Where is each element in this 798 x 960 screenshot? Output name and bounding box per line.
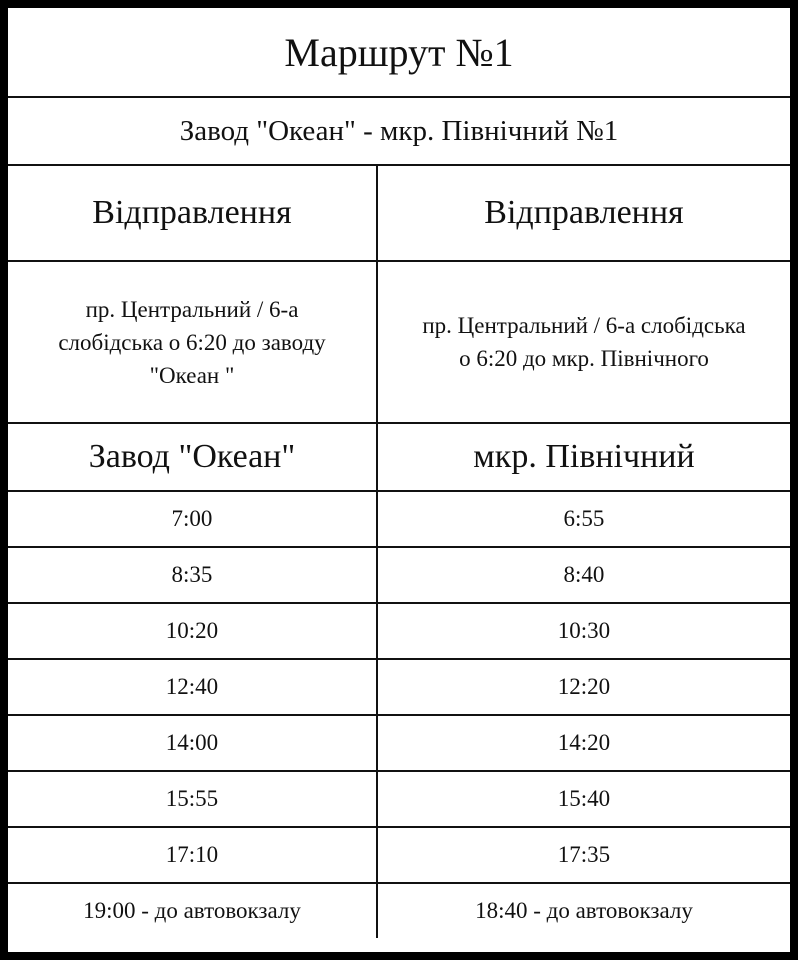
time-row bbox=[8, 715, 790, 771]
time-row bbox=[8, 883, 790, 938]
departure-label-right: Відправлення bbox=[377, 165, 790, 261]
time-row bbox=[8, 547, 790, 603]
description-line: "Океан " bbox=[149, 362, 235, 388]
time-cell-left: 12:40 bbox=[8, 659, 377, 715]
departure-header-row bbox=[8, 165, 790, 261]
route-subtitle: Завод "Океан" - мкр. Північний №1 bbox=[8, 97, 790, 165]
time-cell-right: 12:20 bbox=[377, 659, 790, 715]
time-cell-left: 14:00 bbox=[8, 715, 377, 771]
time-cell-right: 14:20 bbox=[377, 715, 790, 771]
description-line: о 6:20 до мкр. Північного bbox=[459, 346, 709, 371]
route-title: Маршрут №1 bbox=[8, 8, 790, 97]
schedule-table bbox=[8, 8, 790, 938]
stop-name-right: мкр. Північний bbox=[377, 423, 790, 491]
schedule-sheet bbox=[8, 8, 790, 952]
time-cell-left: 8:35 bbox=[8, 547, 377, 603]
time-row bbox=[8, 603, 790, 659]
time-cell-right: 15:40 bbox=[377, 771, 790, 827]
time-cell-right: 17:35 bbox=[377, 827, 790, 883]
departure-description-left bbox=[8, 261, 377, 423]
time-row bbox=[8, 491, 790, 547]
departure-label-left: Відправлення bbox=[8, 165, 377, 261]
time-cell-right: 8:40 bbox=[377, 547, 790, 603]
description-row bbox=[8, 261, 790, 423]
stop-name-left: Завод "Океан" bbox=[8, 423, 377, 491]
time-cell-left: 10:20 bbox=[8, 603, 377, 659]
stop-name-row bbox=[8, 423, 790, 491]
departure-description-right bbox=[377, 261, 790, 423]
time-row bbox=[8, 827, 790, 883]
time-cell-right: 6:55 bbox=[377, 491, 790, 547]
time-row bbox=[8, 659, 790, 715]
time-cell-left: 17:10 bbox=[8, 827, 377, 883]
time-cell-right: 18:40 - до автовокзалу bbox=[377, 883, 790, 938]
time-cell-left: 7:00 bbox=[8, 491, 377, 547]
description-line: пр. Центральний / 6-а слобідська bbox=[422, 313, 746, 338]
description-line: слобідська о 6:20 до заводу bbox=[58, 329, 326, 355]
description-line: пр. Центральний / 6-а bbox=[85, 296, 299, 322]
title-row bbox=[8, 8, 790, 97]
time-cell-left: 15:55 bbox=[8, 771, 377, 827]
subtitle-row bbox=[8, 97, 790, 165]
time-row bbox=[8, 771, 790, 827]
time-cell-right: 10:30 bbox=[377, 603, 790, 659]
time-cell-left: 19:00 - до автовокзалу bbox=[8, 883, 377, 938]
